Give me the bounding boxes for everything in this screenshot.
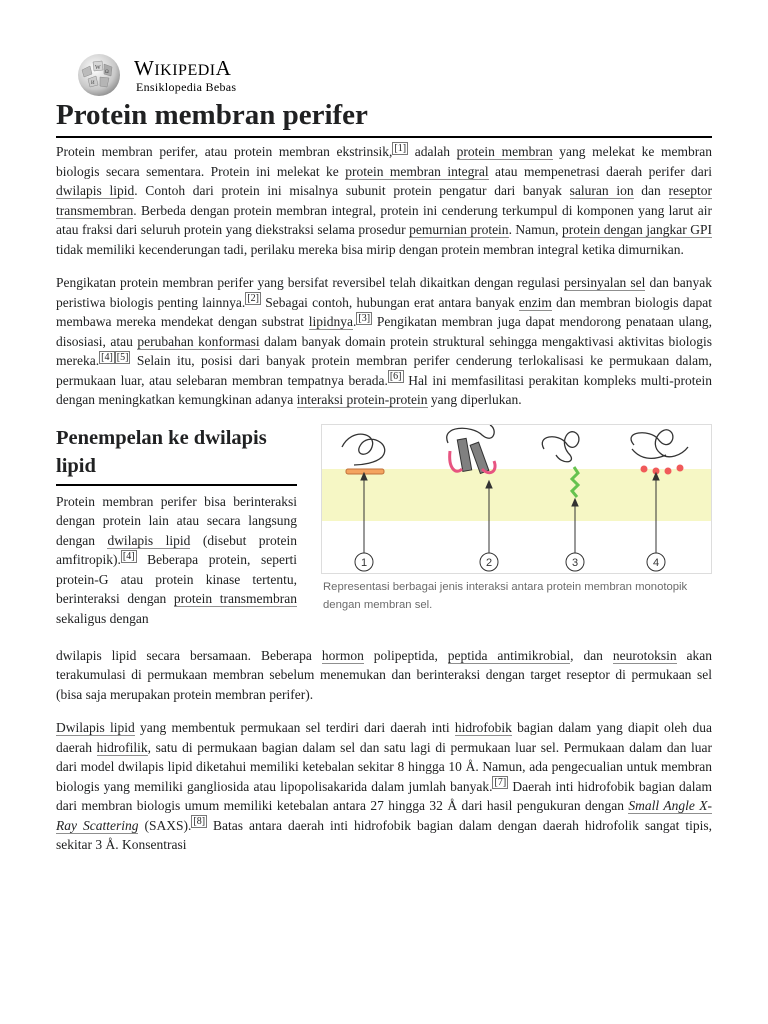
paragraph-intro: Protein membran perifer, atau protein membran ekstrinsik, [1] adalah protein membran yang melekat ke membran biologis secara sementara. Protein ini melekat ke protein membran integral atau mempenetrasi daerah perifer dari dwilapis lipid. Contoh dari protein ini misalnya subunit protein pengatur dari banyak saluran ion dan reseptor transmembran. Berbeda dengan protein membran integral, protein ini cenderung terkumpul di komponen yang larut air atau fraksi dari seluruh protein yang diekstraksi selama prosedur pemurnian protein. Namun, protein dengan jangkar GPI tidak memiliki kecenderungan tadi, perilaku mereka bisa mirip dengan protein membran integral ketika dimurnikan. (56, 142, 713, 257)
link-protein-membran[interactable]: protein membran (456, 144, 553, 159)
helix-gray (470, 442, 489, 473)
link-hidrofilik[interactable]: hidrofilik (96, 739, 148, 755)
section-heading: Penempelan ke dwilapis lipid (56, 424, 297, 486)
svg-text:И: И (91, 81, 95, 86)
lipid-headgroup (677, 464, 684, 471)
link-hormon[interactable]: hormon (321, 647, 364, 663)
lipid-headgroup (665, 467, 672, 474)
figure-caption: Representasi berbagai jenis interaksi antara protein membran monotopik dengan membran sel. (323, 580, 688, 611)
link-peptida-antimikrobial[interactable]: peptida antimikrobial (447, 647, 571, 663)
reference-link[interactable]: [4] (122, 550, 135, 562)
figure-image[interactable] (321, 424, 712, 574)
wikipedia-tagline: Ensiklopedia Bebas (136, 80, 237, 94)
svg-text:Ω: Ω (105, 70, 109, 75)
section-left-column (56, 424, 297, 629)
reference-link[interactable]: [6] (389, 371, 402, 382)
reference-link[interactable]: [3] (358, 312, 371, 324)
reference-link[interactable]: [8] (193, 816, 206, 827)
figure-label: 2 (485, 556, 493, 569)
link-hidrofobik[interactable]: hidrofobik (454, 720, 512, 735)
membrane-diagram (322, 425, 711, 573)
membrane-band (322, 469, 711, 521)
reference-link[interactable]: [4] [5] (101, 351, 129, 363)
paragraph-section-start: Protein membran perifer bisa berinteraksi dengan protein lain atau secara langsung dengan dwilapis lipid (disebut protein amfitropik). [4] Beberapa protein, seperti protein-G atau protein kinase tertentu, berinteraksi dengan protein transmembran sekaligus dengan (56, 493, 298, 626)
link-neurotoksin[interactable]: neurotoksin (612, 647, 677, 663)
wikipedia-wordmark[interactable]: WIKIPEDIA (134, 56, 232, 80)
article-body (56, 142, 712, 869)
figure-label: 3 (571, 556, 579, 569)
reference-link[interactable]: [1] (394, 142, 407, 154)
link-enzim[interactable]: enzim (518, 294, 552, 310)
link-pemurnian-protein[interactable]: pemurnian protein (409, 222, 509, 237)
wikipedia-globe-icon[interactable] (74, 52, 124, 98)
amphipathic-helix (346, 469, 384, 474)
page-title: Protein membran perifer (56, 96, 712, 138)
link-dwilapis-lipid-3[interactable]: Dwilapis lipid (56, 720, 135, 735)
link-lipidnya[interactable]: lipidnya (308, 314, 353, 329)
section-row (56, 424, 712, 648)
link-protein-jangkar-gpi[interactable]: protein dengan jangkar GPI (562, 222, 712, 237)
svg-text:W: W (95, 65, 101, 71)
figure-label: 1 (360, 556, 368, 569)
paragraph-bilayer: Dwilapis lipid yang membentuk permukaan sel terdiri dari daerah inti hidrofobik bagian dalam yang diapit oleh dua daerah hidrofilik, satu di permukaan bagian dalam sel dan satu lagi di permukaan luar sel. Permukaan dalam dan luar dari model dwilapis lipid diketahui memiliki ketebalan sekitar 8 hingga 10 Å. Namun, ada pengecualian untuk membran biologis yang memiliki gangliosida atau lipopolisakarida dalam jumlah banyak. [7] Daerah inti hidrofobik bagian dalam dari membran biologis umum memiliki ketebalan antara 27 hingga 32 Å dari hasil pengukuran dengan Small Angle X-Ray Scattering (SAXS). [8] Batas antara daerah inti hidrofobik bagian dalam dengan daerah hidrofolik sangat tipis, sekitar 3 Å. Konsentrasi (56, 720, 712, 852)
link-perubahan-konformasi[interactable]: perubahan konformasi (137, 333, 260, 349)
link-interaksi-protein-protein[interactable]: interaksi protein-protein (296, 392, 428, 407)
helix-gray (457, 438, 471, 471)
lipid-headgroup (641, 465, 648, 472)
figure-membrane-interactions (321, 424, 712, 614)
link-protein-transmembran[interactable]: protein transmembran (173, 591, 297, 606)
link-persinyalan-sel[interactable]: persinyalan sel (564, 275, 646, 290)
figure-label: 4 (652, 556, 660, 569)
link-dwilapis-lipid-2[interactable]: dwilapis lipid (107, 532, 191, 548)
paragraph-regulation: Pengikatan protein membran perifer yang bersifat reversibel telah dikaitkan dengan regulasi persinyalan sel dan banyak peristiwa biologis penting lainnya. [2] Sebagai contoh, hubungan erat antara banyak enzim dan membran biologis dapat membawa mereka mendekat dengan substrat lipidnya. [3] Pengikatan membran juga dapat mendorong penataan ulang, disosiasi, atau perubahan konformasi dalam banyak domain protein struktural sehingga mengaktivasi aktivitas biologis mereka. [4] [5] Selain itu, posisi dari banyak protein membran perifer cenderung terlokalisasi ke permukaan dalam, permukaan luar, atau selebaran membran tempatnya berada. [6] Hal ini memfasilitasi perakitan kompleks multi-protein dengan meningkatkan kemungkinan adanya interaksi protein-protein yang diperlukan. (56, 275, 712, 407)
link-saluran-ion[interactable]: saluran ion (569, 183, 634, 198)
reference-link[interactable]: [7] (494, 777, 507, 788)
link-dwilapis-lipid[interactable]: dwilapis lipid (56, 183, 135, 198)
link-reseptor-transmembran[interactable]: reseptor transmembran (56, 183, 712, 218)
link-saxs[interactable]: Small Angle X-Ray Scattering (56, 798, 712, 833)
paragraph-section-continued: dwilapis lipid secara bersamaan. Beberapa hormon polipeptida, peptida antimikrobial, dan neurotoksin akan terakumulasi di permukaan membran sebelum menemukan dan berinteraksi dengan target reseptor di permukaan sel (bisa saja merupakan protein membran perifer). (56, 647, 712, 702)
reference-link[interactable]: [2] (247, 293, 259, 304)
link-protein-membran-integral[interactable]: protein membran integral (345, 163, 489, 179)
